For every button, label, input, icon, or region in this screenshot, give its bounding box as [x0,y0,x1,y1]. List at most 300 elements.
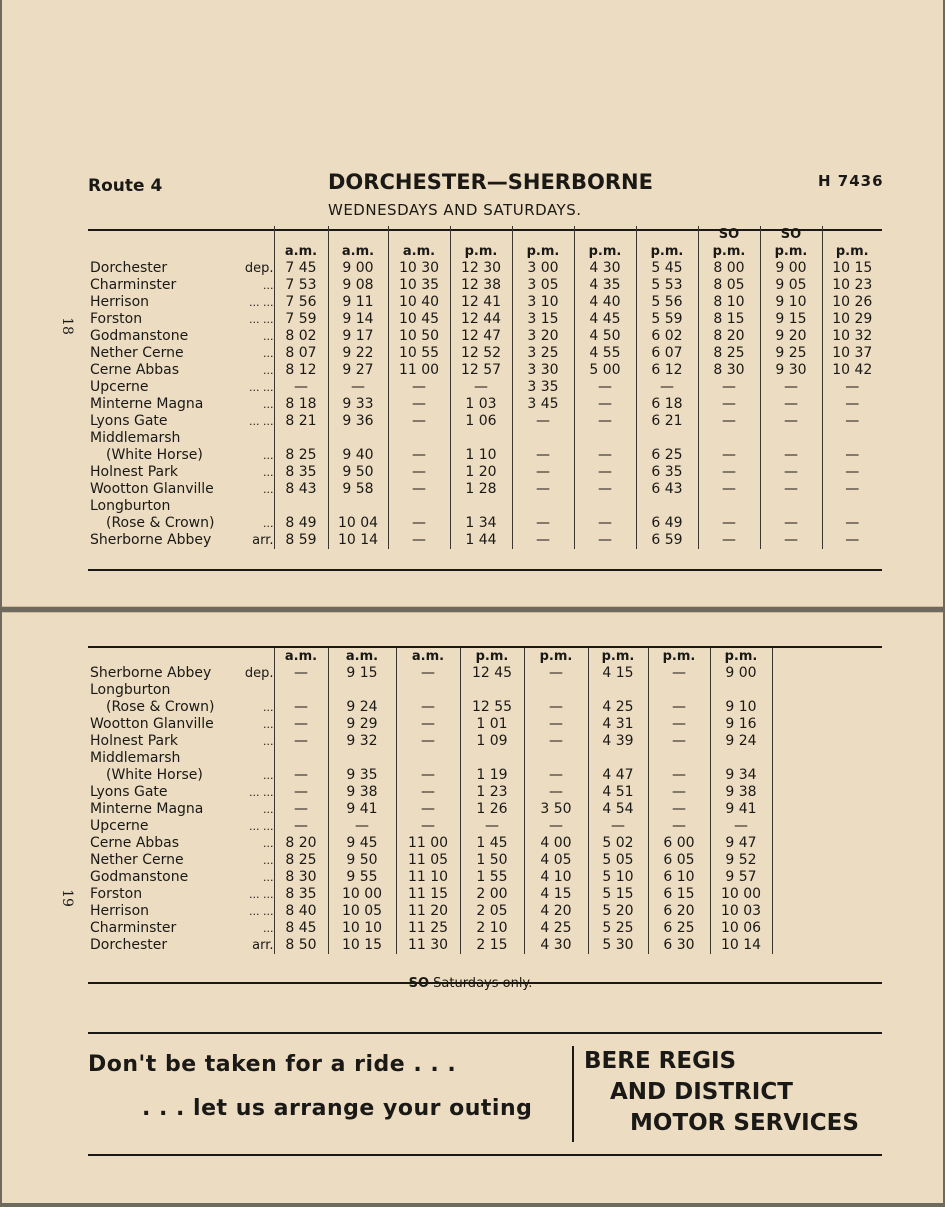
stop-suffix: ... [263,364,274,377]
route-label: Route 4 [88,176,163,196]
stop-row [88,767,882,784]
time-cell: 4 31 [588,716,648,733]
time-cell: — [698,464,760,481]
time-cell: 1 03 [450,396,512,413]
time-cell: 6 20 [648,903,710,920]
time-cell: — [450,379,512,396]
stop-cell [88,515,274,532]
period-label: p.m. [636,243,698,260]
time-cell: — [512,532,574,549]
time-cell: 10 35 [388,277,450,294]
time-cell: 12 45 [460,665,524,682]
time-cell: — [648,665,710,682]
time-cell: — [396,801,460,818]
time-cell [710,750,772,767]
time-cell: 8 49 [274,515,328,532]
route-title: DORCHESTER—SHERBORNE [328,170,653,194]
time-cell: 6 21 [636,413,698,430]
stop-row [88,665,882,682]
stop-suffix: ... ... [249,905,274,918]
time-cell: — [710,818,772,835]
time-cell: — [512,481,574,498]
time-cell: 10 03 [710,903,772,920]
time-cell: 6 43 [636,481,698,498]
time-cell: 8 02 [274,328,328,345]
stop-cell [88,699,274,716]
period-label: p.m. [648,648,710,665]
time-cell: 10 30 [388,260,450,277]
time-cell: 9 10 [760,294,822,311]
stop-name: Wootton Glanville [90,716,214,732]
time-cell: 11 30 [396,937,460,954]
table-bottom-rule [88,569,882,571]
stop-header-spacer [88,648,274,665]
stop-row [88,682,882,699]
time-cell: 8 18 [274,396,328,413]
time-cell: — [698,532,760,549]
time-cell: — [512,515,574,532]
time-cell: 8 43 [274,481,328,498]
time-cell: 4 35 [574,277,636,294]
time-cell [822,498,882,515]
stop-suffix: ... [263,398,274,411]
time-cell: 4 30 [524,937,588,954]
stop-row [88,447,882,464]
time-cell: 4 20 [524,903,588,920]
time-cell: — [760,379,822,396]
period-label: p.m. [512,243,574,260]
time-cell [636,498,698,515]
time-cell: 10 42 [822,362,882,379]
time-cell: 1 23 [460,784,524,801]
time-cell: 10 00 [328,886,396,903]
time-cell [328,682,396,699]
company-name-line-1: BERE REGIS [584,1048,737,1074]
time-cell: 9 16 [710,716,772,733]
time-cell: — [274,733,328,750]
time-cell: — [822,464,882,481]
stop-row [88,784,882,801]
time-cell: — [822,413,882,430]
time-cell: 10 45 [388,311,450,328]
time-cell: 8 35 [274,886,328,903]
stop-name: Holnest Park [90,464,178,480]
time-cell: — [574,396,636,413]
time-cell: 6 02 [636,328,698,345]
stop-suffix: ... [263,330,274,343]
time-cell [648,682,710,699]
time-cell: 9 24 [710,733,772,750]
stop-cell [88,413,274,430]
time-cell: 9 17 [328,328,388,345]
time-cell [772,682,882,699]
time-cell: 8 25 [274,852,328,869]
time-cell: 1 55 [460,869,524,886]
time-cell: — [822,481,882,498]
time-cell: 4 15 [524,886,588,903]
stop-suffix: dep. [244,666,274,681]
stop-name: Minterne Magna [90,801,204,817]
time-cell: 1 34 [450,515,512,532]
time-cell: — [760,396,822,413]
time-cell: 12 44 [450,311,512,328]
time-cell: — [698,447,760,464]
period-label: p.m. [822,243,882,260]
time-cell: — [328,379,388,396]
stop-name: Minterne Magna [90,396,204,412]
stop-suffix: ... [263,718,274,731]
period-row [88,648,882,665]
time-cell [710,682,772,699]
time-cell: 12 38 [450,277,512,294]
time-cell [760,498,822,515]
time-cell: — [388,464,450,481]
stop-cell [88,682,274,699]
time-cell: 5 05 [588,852,648,869]
time-cell [450,430,512,447]
time-cell: 10 50 [388,328,450,345]
time-cell: 8 25 [274,447,328,464]
stop-name: Herrison [90,903,150,919]
time-cell: 9 40 [328,447,388,464]
time-cell: — [388,481,450,498]
time-cell [772,886,882,903]
stop-header-spacer [88,243,274,260]
time-cell: 4 25 [588,699,648,716]
stop-name: Charminster [90,277,177,293]
time-cell: — [328,818,396,835]
time-cell: — [822,396,882,413]
time-cell [698,498,760,515]
stop-name: Longburton [90,498,171,514]
time-cell: 9 25 [760,345,822,362]
stop-name: (White Horse) [106,447,203,463]
stop-row [88,464,882,481]
time-cell: 12 57 [450,362,512,379]
stop-suffix: arr. [252,938,274,953]
time-cell [588,750,648,767]
time-cell: 4 10 [524,869,588,886]
time-cell: 10 00 [710,886,772,903]
stop-suffix: ... [263,735,274,748]
period-label: p.m. [710,648,772,665]
time-cell [772,716,882,733]
route-subtitle: WEDNESDAYS AND SATURDAYS. [328,201,582,219]
time-cell: 11 00 [396,835,460,852]
time-cell [524,750,588,767]
stop-suffix: ... ... [249,786,274,799]
stop-row [88,260,882,277]
time-cell [512,498,574,515]
time-cell: 12 55 [460,699,524,716]
company-name-line-3: MOTOR SERVICES [630,1110,859,1136]
time-cell: 8 10 [698,294,760,311]
stop-suffix: arr. [252,533,274,548]
stop-cell [88,784,274,801]
stop-name: Charminster [90,920,177,936]
time-cell: 8 20 [274,835,328,852]
time-cell: 1 26 [460,801,524,818]
time-cell: 6 49 [636,515,698,532]
page-number: 19 [58,889,75,907]
time-cell: 9 10 [710,699,772,716]
time-cell: 9 11 [328,294,388,311]
so-flag [388,226,450,243]
stop-suffix: dep. [244,261,274,276]
stop-suffix: ... [263,701,274,714]
so-flag: SO [698,226,760,243]
stop-cell [88,886,274,903]
stop-suffix: ... ... [249,415,274,428]
time-cell: — [512,447,574,464]
time-cell: 2 05 [460,903,524,920]
stop-suffix: ... [263,279,274,292]
period-label [772,648,882,665]
so-flag [574,226,636,243]
time-cell: — [524,716,588,733]
time-cell: 10 40 [388,294,450,311]
time-cell: — [274,801,328,818]
legend-text: Saturdays only. [433,976,533,991]
time-cell: 6 10 [648,869,710,886]
time-cell: 11 05 [396,852,460,869]
stop-row [88,328,882,345]
time-cell: 10 23 [822,277,882,294]
stop-name: Godmanstone [90,328,189,344]
time-cell [772,784,882,801]
time-cell: — [396,699,460,716]
time-cell: 8 12 [274,362,328,379]
stop-row [88,801,882,818]
stop-cell [88,396,274,413]
stop-row [88,818,882,835]
stop-cell [88,716,274,733]
period-label: p.m. [524,648,588,665]
page-number: 18 [58,317,75,335]
time-cell: 9 08 [328,277,388,294]
stop-suffix: ... [263,449,274,462]
time-cell: — [648,801,710,818]
time-cell: 9 15 [328,665,396,682]
stop-suffix: ... [263,871,274,884]
time-cell: 1 44 [450,532,512,549]
stop-name: Herrison [90,294,150,310]
time-cell: 8 15 [698,311,760,328]
time-cell: — [524,767,588,784]
time-cell [274,498,328,515]
time-cell: 8 05 [698,277,760,294]
stop-name: Upcerne [90,818,149,834]
stop-row [88,699,882,716]
advert-bottom-rule [88,1154,882,1156]
time-cell [274,750,328,767]
stop-cell [88,481,274,498]
stop-cell [88,345,274,362]
time-cell: — [698,396,760,413]
time-cell: 8 59 [274,532,328,549]
time-cell: 6 59 [636,532,698,549]
stop-row [88,498,882,515]
so-flag [512,226,574,243]
time-cell: 8 30 [698,362,760,379]
stop-name: Middlemarsh [90,750,181,766]
time-cell: 9 22 [328,345,388,362]
stop-row [88,835,882,852]
stop-row [88,430,882,447]
time-cell: 9 30 [760,362,822,379]
time-cell: 10 14 [710,937,772,954]
time-cell: — [388,447,450,464]
time-cell [460,750,524,767]
time-cell: 10 10 [328,920,396,937]
time-cell [524,682,588,699]
time-cell: 9 15 [760,311,822,328]
time-cell: 1 28 [450,481,512,498]
time-cell: 8 45 [274,920,328,937]
time-cell: 9 36 [328,413,388,430]
time-cell [388,430,450,447]
stop-name: Forston [90,311,143,327]
stop-row [88,920,882,937]
stop-name: Lyons Gate [90,413,168,429]
stop-row [88,294,882,311]
time-cell [450,498,512,515]
stop-cell [88,835,274,852]
time-cell [396,750,460,767]
time-cell: — [822,447,882,464]
stop-name: Dorchester [90,937,168,953]
time-cell: 10 26 [822,294,882,311]
time-cell: — [760,464,822,481]
stop-cell [88,362,274,379]
time-cell: 6 12 [636,362,698,379]
stop-cell [88,869,274,886]
stop-name: Wootton Glanville [90,481,214,497]
time-cell: — [396,818,460,835]
stop-suffix: ... [263,483,274,496]
stop-row [88,379,882,396]
stop-cell [88,277,274,294]
time-cell: 5 30 [588,937,648,954]
time-cell: 7 53 [274,277,328,294]
time-cell [648,750,710,767]
period-label: a.m. [274,648,328,665]
time-cell [396,682,460,699]
stop-suffix: ... [263,837,274,850]
time-cell: 3 20 [512,328,574,345]
time-cell [772,835,882,852]
time-cell: 1 20 [450,464,512,481]
stop-suffix: ... [263,854,274,867]
time-cell: — [388,396,450,413]
time-cell: 8 21 [274,413,328,430]
time-cell: — [396,733,460,750]
time-cell: — [760,515,822,532]
time-cell: — [460,818,524,835]
stop-name: Lyons Gate [90,784,168,800]
time-cell: 4 05 [524,852,588,869]
period-label: a.m. [328,243,388,260]
time-cell: 4 15 [588,665,648,682]
time-cell: 12 30 [450,260,512,277]
time-cell: 3 10 [512,294,574,311]
so-flag [450,226,512,243]
time-cell: 6 00 [648,835,710,852]
outbound-timetable [88,226,882,549]
time-cell: — [574,464,636,481]
stop-row [88,852,882,869]
time-cell: — [574,447,636,464]
time-cell: 9 52 [710,852,772,869]
so-flag [636,226,698,243]
time-cell: 8 35 [274,464,328,481]
stop-row [88,716,882,733]
time-cell: 9 00 [710,665,772,682]
time-cell: 12 47 [450,328,512,345]
time-cell: 6 30 [648,937,710,954]
time-cell: 1 45 [460,835,524,852]
time-cell: 4 30 [574,260,636,277]
time-cell: 9 05 [760,277,822,294]
time-cell [822,430,882,447]
stop-cell [88,733,274,750]
time-cell: 3 00 [512,260,574,277]
time-cell [574,430,636,447]
time-cell [772,665,882,682]
time-cell: 3 15 [512,311,574,328]
time-cell: 4 47 [588,767,648,784]
so-flag-row [88,226,882,243]
time-cell: 10 55 [388,345,450,362]
time-cell: 1 06 [450,413,512,430]
time-cell: — [648,716,710,733]
time-cell: 6 25 [636,447,698,464]
time-cell: — [760,532,822,549]
time-cell: 11 00 [388,362,450,379]
period-label: p.m. [450,243,512,260]
time-cell: 9 27 [328,362,388,379]
period-label: a.m. [388,243,450,260]
time-cell: 5 45 [636,260,698,277]
stop-cell [88,852,274,869]
stop-row [88,750,882,767]
time-cell: — [822,515,882,532]
time-cell [274,682,328,699]
time-cell: 4 55 [574,345,636,362]
return-timetable [88,648,882,954]
time-cell: — [524,733,588,750]
stop-row [88,345,882,362]
advert-top-rule [88,1032,882,1034]
time-cell: 9 45 [328,835,396,852]
stop-cell [88,665,274,682]
time-cell: 10 04 [328,515,388,532]
time-cell: — [524,699,588,716]
time-cell: — [574,413,636,430]
time-cell: 10 15 [822,260,882,277]
time-cell: — [524,818,588,835]
stop-row [88,515,882,532]
stop-header-spacer [88,226,274,243]
time-cell: — [396,665,460,682]
time-cell [698,430,760,447]
time-cell: — [698,379,760,396]
time-cell: 9 50 [328,852,396,869]
time-cell [772,937,882,954]
legend [0,976,941,991]
period-label: a.m. [396,648,460,665]
time-cell: — [574,515,636,532]
